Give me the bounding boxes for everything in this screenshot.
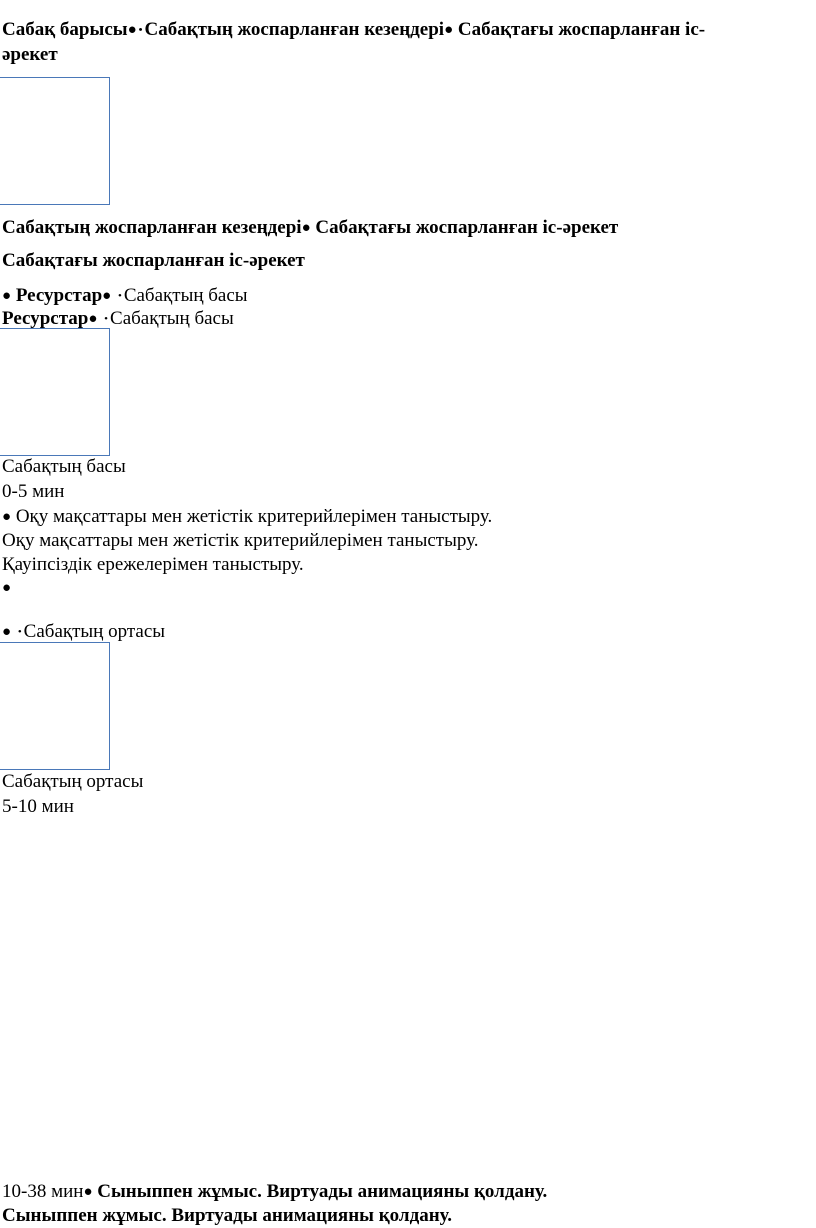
start-item-1: Оқу мақсаттары мен жетістік критерийлерімен таныстыру. <box>2 530 479 551</box>
header-line-1 <box>2 18 810 44</box>
middle-time-2-line: 10-38 мин● Сыныппен жұмыс. Виртуады анимацияны қолдану. <box>2 1181 548 1202</box>
middle-time: 5-10 мин <box>2 796 74 817</box>
middle-title: Сабақтың ортасы <box>2 771 144 792</box>
image-placeholder-1 <box>0 77 110 205</box>
header-line-2: әрекет <box>2 44 58 65</box>
planned-activity-heading: Сабақтағы жоспарланған іс-әрекет <box>2 250 305 271</box>
stages-heading: Сабақтың жоспарланған кезеңдері● Сабақтағы жоспарланған іс-әрекет <box>2 217 619 238</box>
bullet-icon: ● <box>444 22 454 38</box>
small-bullet-icon: • <box>117 290 122 302</box>
resources-line-1: ● Ресурстар● • Сабақтың басы <box>2 285 248 306</box>
start-title: Сабақтың басы <box>2 456 126 477</box>
bullet-icon: ● <box>88 311 98 327</box>
start-item-2: Қауіпсіздік ережелерімен таныстыру. <box>2 554 304 575</box>
small-bullet-icon: • <box>104 313 109 325</box>
image-placeholder-3 <box>0 642 110 770</box>
resources-line-2: Ресурстар● • Сабақтың басы <box>2 308 234 329</box>
bullet-icon: ● <box>2 509 12 525</box>
empty-bullet <box>2 576 11 601</box>
header-part-1: Сабақ барысы● • Сабақтың жоспарланған кезеңдері● Сабақтағы жоспарланған іс- <box>2 19 706 40</box>
bullet-icon: ● <box>2 288 12 304</box>
start-time: 0-5 мин <box>2 481 65 502</box>
bullet-icon: ● <box>2 580 12 596</box>
middle-heading-line: ● • Сабақтың ортасы <box>2 621 166 642</box>
small-bullet-icon: • <box>138 24 143 36</box>
bullet-icon: ● <box>2 624 12 640</box>
start-item-1-bulleted: ● Оқу мақсаттары мен жетістік критерийлерімен таныстыру. <box>2 506 493 527</box>
bullet-icon: ● <box>127 22 137 38</box>
image-placeholder-2 <box>0 328 110 456</box>
small-bullet-icon: • <box>17 626 22 638</box>
bullet-icon: ● <box>102 288 112 304</box>
middle-task: Сыныппен жұмыс. Виртуады анимацияны қолдану. <box>2 1205 452 1226</box>
bullet-icon: ● <box>83 1184 93 1200</box>
bullet-icon: ● <box>301 220 311 236</box>
